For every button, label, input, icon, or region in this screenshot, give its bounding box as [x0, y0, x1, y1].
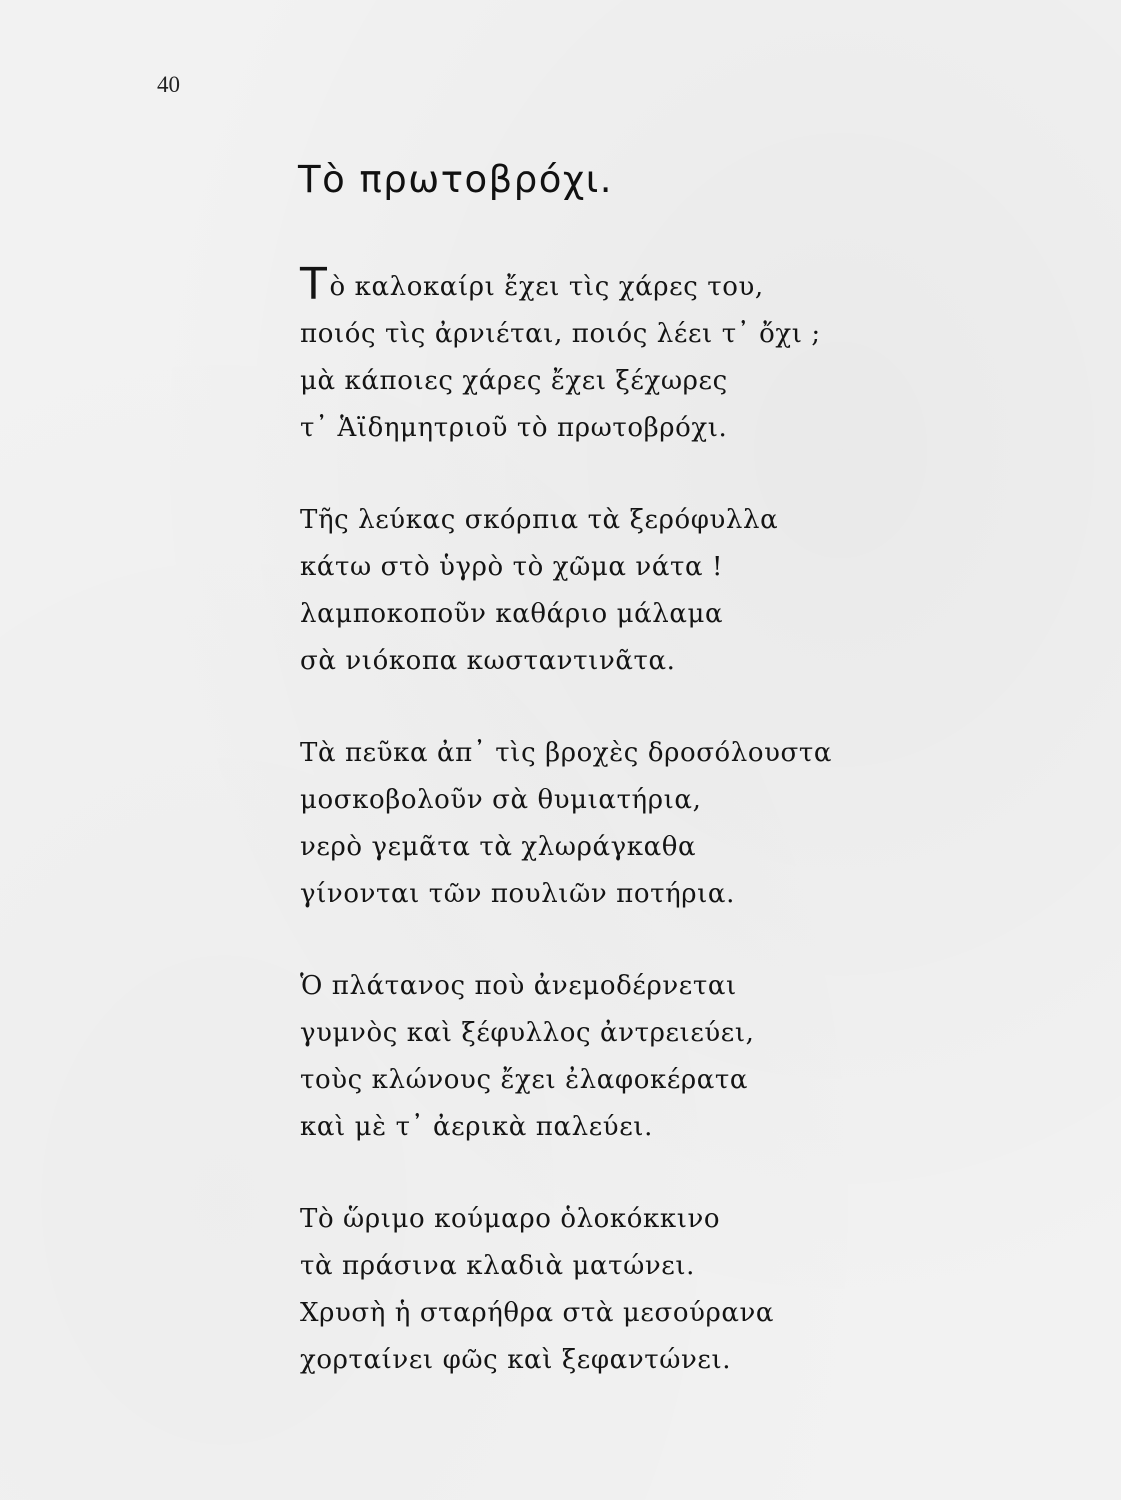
poem-line: ποιός τὶς ἀρνιέται, ποιός λέει τ᾽ ὄχι ; — [300, 319, 821, 349]
poem-line: Τὸ ὥριμο κούμαρο ὁλοκόκκινο — [300, 1204, 721, 1234]
poem-line: λαμποκοποῦν καθάριο μάλαμα — [300, 599, 724, 629]
poem-line: γίνονται τῶν πουλιῶν ποτήρια. — [300, 879, 735, 909]
poem-line-text: ὸ καλοκαίρι ἔχει τὶς χάρες του, — [329, 272, 764, 302]
poem-line: μοσκοβολοῦν σὰ θυμιατήρια, — [300, 785, 702, 815]
poem-line: τοὺς κλώνους ἔχει ἐλαφοκέρατα — [300, 1065, 749, 1095]
poem-body — [300, 259, 940, 1384]
poem-line: κάτω στὸ ὑγρὸ τὸ χῶμα νάτα ! — [300, 552, 724, 582]
poem-line: Ὁ πλάτανος ποὺ ἀνεμοδέρνεται — [300, 971, 737, 1001]
poem-line: Χρυσὴ ἡ σταρήθρα στὰ μεσούρανα — [300, 1298, 775, 1328]
stanza-3 — [300, 730, 940, 918]
poem-line: μὰ κάποιες χάρες ἔχει ξέχωρες — [300, 366, 728, 396]
poem-line: τ᾽ Ἁϊδημητριοῦ τὸ πρωτοβρόχι. — [300, 413, 728, 443]
poem-line — [300, 259, 940, 311]
poem-line: χορταίνει φῶς καὶ ξεφαντώνει. — [300, 1345, 732, 1375]
stanza-5 — [300, 1196, 940, 1384]
poem-line: καὶ μὲ τ᾽ ἀερικὰ παλεύει. — [300, 1112, 653, 1142]
poem-line: τὰ πράσινα κλαδιὰ ματώνει. — [300, 1251, 696, 1281]
poem-line: νερὸ γεμᾶτα τὰ χλωράγκαθα — [300, 832, 697, 862]
stanza-2 — [300, 497, 940, 685]
poem-line: γυμνὸς καὶ ξέφυλλος ἀντρειεύει, — [300, 1018, 755, 1048]
poem-title: Τὸ πρωτοβρόχι. — [298, 158, 614, 201]
poem-line: Τὰ πεῦκα ἀπ᾽ τὶς βροχὲς δροσόλουστα — [300, 738, 833, 768]
poem-line: σὰ νιόκοπα κωσταντινᾶτα. — [300, 646, 676, 676]
stanza-1 — [300, 259, 940, 452]
stanza-4 — [300, 963, 940, 1151]
poem-line: Τῆς λεύκας σκόρπια τὰ ξερόφυλλα — [300, 505, 779, 535]
page-number: 40 — [157, 72, 180, 97]
drop-cap-initial: Τ — [300, 259, 328, 310]
